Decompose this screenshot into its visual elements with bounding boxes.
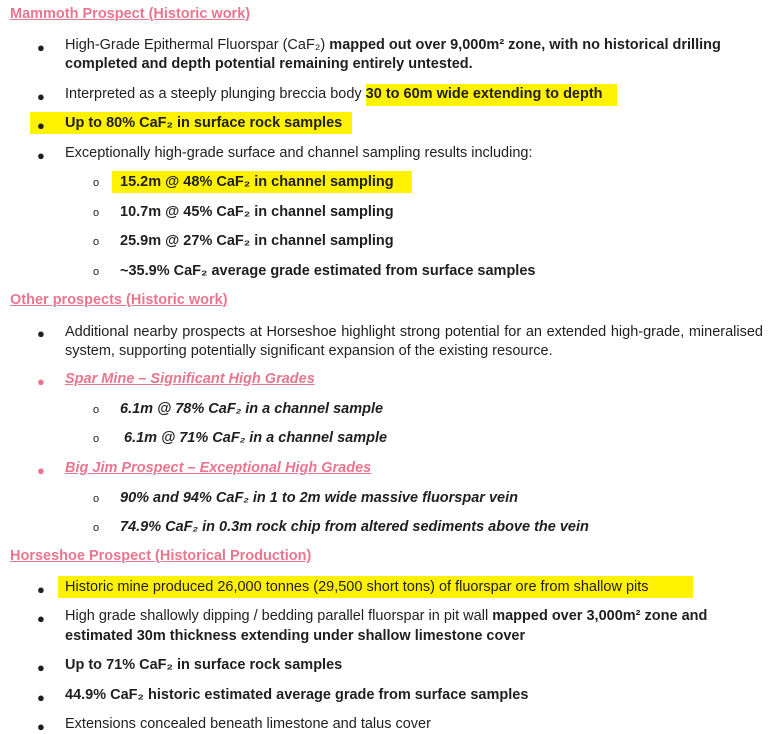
sub-bullet: o xyxy=(93,433,100,445)
sub-bullet: o xyxy=(93,236,100,248)
spar-item-1: 6.1m @ 78% CaF₂ in a channel sample xyxy=(120,401,384,417)
other-prospects-heading: Other prospects (Historic work) xyxy=(10,292,228,308)
sub-bullet: o xyxy=(93,522,100,534)
other-prospects-intro: Additional nearby prospects at Horseshoe highlight strong potential for an extended high-grade, mineralised system, supporting potentially significant expansion of the existing resource. xyxy=(65,324,763,359)
sub-bullet: o xyxy=(93,404,100,416)
bullet-dot: ● xyxy=(37,719,45,734)
mammoth-bullet-1-line-1 xyxy=(65,37,721,53)
sub-bullet: o xyxy=(93,177,100,189)
big-jim-item-1: 90% and 94% CaF₂ in 1 to 2m wide massive fluorspar vein xyxy=(120,490,518,506)
bullet-dot: ● xyxy=(37,374,45,389)
horseshoe-bullet-2-line-2: estimated 30m thickness extending under shallow limestone cover xyxy=(65,628,526,644)
highlighted-text: 30 to 60m wide extending to depth xyxy=(366,84,617,106)
text: High-Grade Epithermal Fluorspar (CaF₂) xyxy=(65,37,330,53)
text-bold: mapped over 3,000m² zone and xyxy=(492,608,708,624)
spar-mine-title: Spar Mine – Significant High Grades xyxy=(65,371,315,387)
bullet-dot: ● xyxy=(37,148,45,163)
mammoth-bullet-2 xyxy=(65,86,617,102)
bullet-dot: ● xyxy=(37,582,45,597)
horseshoe-bullet-3: Up to 71% CaF₂ in surface rock samples xyxy=(65,657,343,673)
bullet-dot: ● xyxy=(37,611,45,626)
bullet-dot: ● xyxy=(37,463,45,478)
big-jim-title: Big Jim Prospect – Exceptional High Grades xyxy=(65,460,372,476)
mammoth-sub-3: 25.9m @ 27% CaF₂ in channel sampling xyxy=(120,233,394,249)
bullet-dot: ● xyxy=(37,118,45,133)
sub-bullet: o xyxy=(93,493,100,505)
spar-item-2: 6.1m @ 71% CaF₂ in a channel sample xyxy=(124,430,388,446)
sub-bullet: o xyxy=(93,266,100,278)
horseshoe-heading: Horseshoe Prospect (Historical Production) xyxy=(10,548,312,564)
mammoth-bullet-4: Exceptionally high-grade surface and channel sampling results including: xyxy=(65,145,533,161)
horseshoe-bullet-4: 44.9% CaF₂ historic estimated average grade from surface samples xyxy=(65,687,529,703)
big-jim-item-2: 74.9% CaF₂ in 0.3m rock chip from altered sediments above the vein xyxy=(120,519,589,535)
mammoth-bullet-3: Up to 80% CaF₂ in surface rock samples xyxy=(65,115,343,131)
text: Interpreted as a steeply plunging breccia body xyxy=(65,86,366,102)
mammoth-sub-2: 10.7m @ 45% CaF₂ in channel sampling xyxy=(120,204,394,220)
mammoth-sub-1: 15.2m @ 48% CaF₂ in channel sampling xyxy=(120,174,394,190)
bullet-dot: ● xyxy=(37,660,45,675)
horseshoe-bullet-1: Historic mine produced 26,000 tonnes (29,500 short tons) of fluorspar ore from shallow pits xyxy=(65,579,649,595)
sub-bullet: o xyxy=(93,207,100,219)
mammoth-bullet-1-line-2: completed and depth potential remaining entirely untested. xyxy=(65,56,473,72)
mammoth-heading: Mammoth Prospect (Historic work) xyxy=(10,6,251,22)
bullet-dot: ● xyxy=(37,89,45,104)
horseshoe-bullet-2-line-1 xyxy=(65,608,707,624)
text: High grade shallowly dipping / bedding parallel fluorspar in pit wall xyxy=(65,608,493,624)
bullet-dot: ● xyxy=(37,40,45,55)
bullet-dot: ● xyxy=(37,690,45,705)
mammoth-sub-4: ~35.9% CaF₂ average grade estimated from surface samples xyxy=(120,263,536,279)
bullet-dot: ● xyxy=(37,326,45,341)
horseshoe-bullet-5: Extensions concealed beneath limestone and talus cover xyxy=(65,716,431,732)
text-bold: mapped out over 9,000m² zone, with no historical drilling xyxy=(329,37,721,53)
